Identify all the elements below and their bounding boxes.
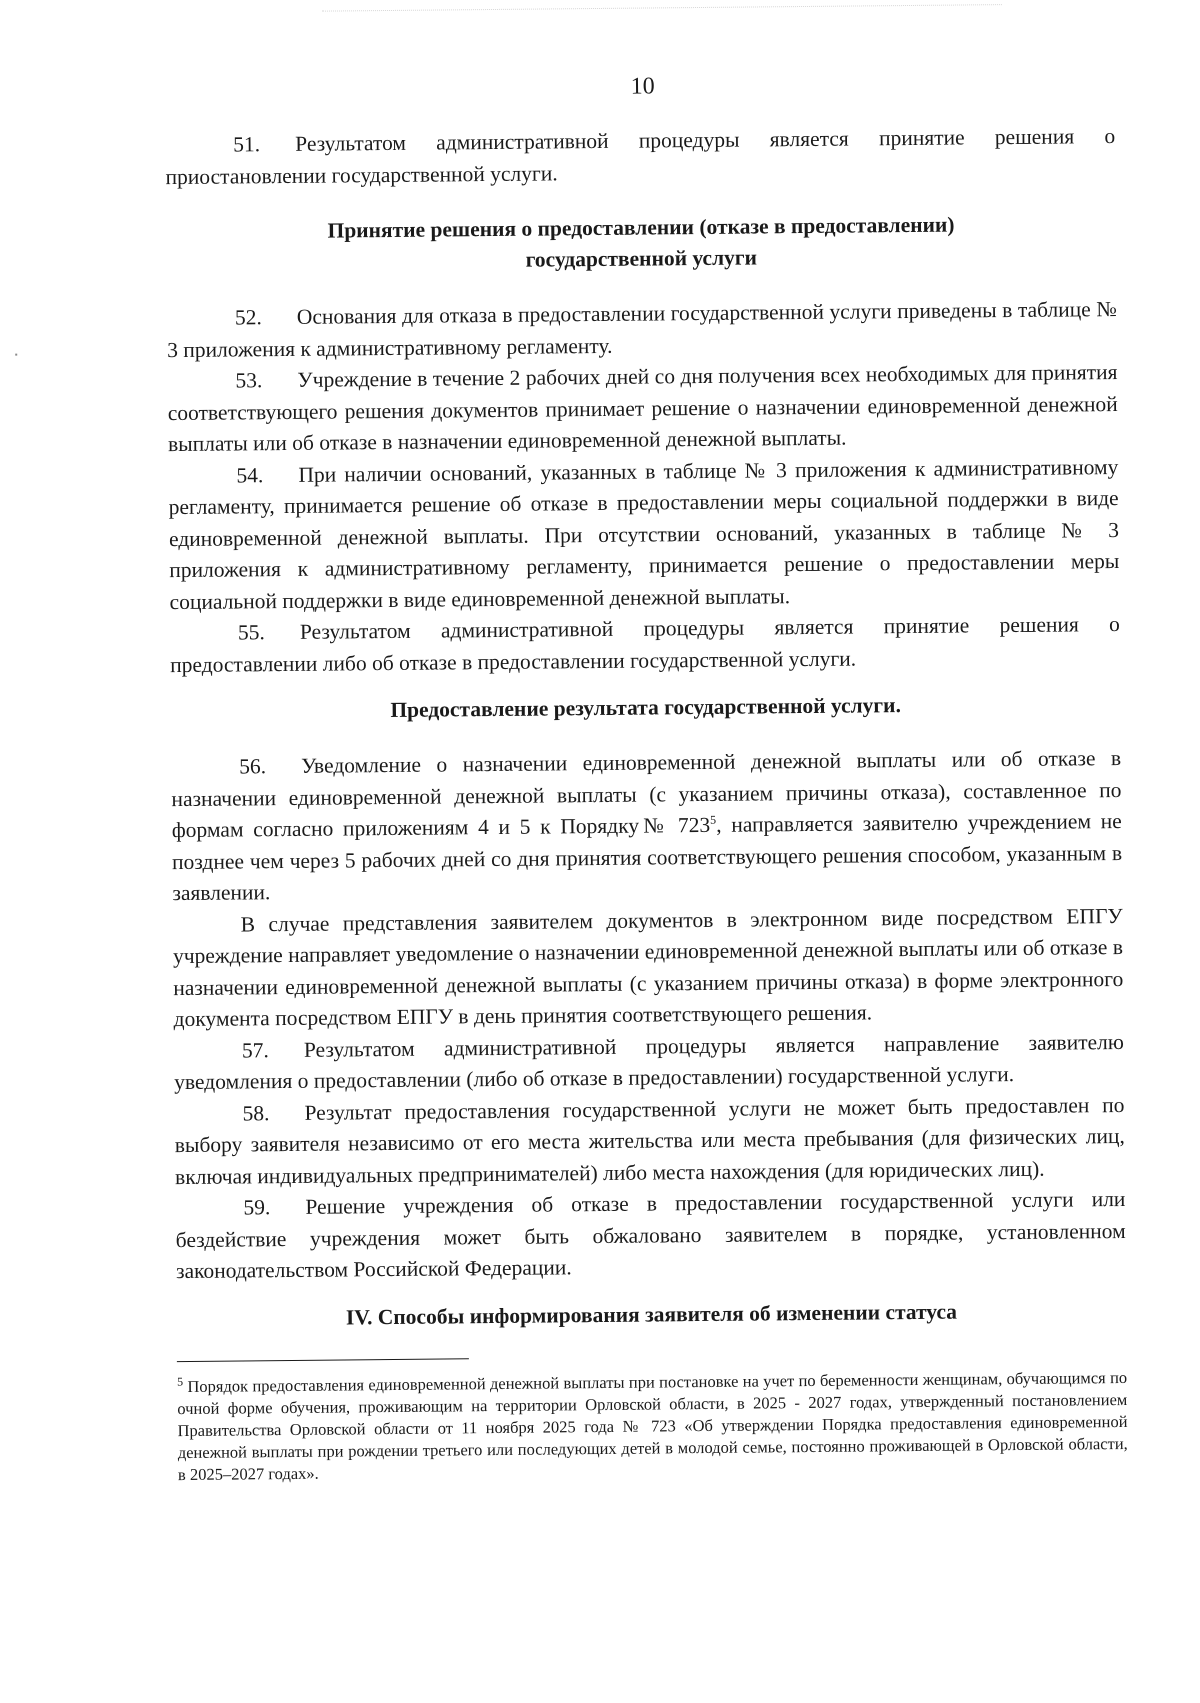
paragraph-epgu: В случае представления заявителем документов в электронном виде посредством ЕПГУ учреждение направляет уведомление о назначении единовременной денежной выплаты или об отказе в назначении единовременной денежной выплаты (с указанием причины отказа) в форме электронного документа посредством ЕПГУ в день принятия соответствующего решения. — [172, 903, 1124, 1032]
footnote-text: Порядок предоставления единовременной денежной выплаты при постановке на учет по беременности женщинам, обучающимся по очной форме обучения, проживающим на территории Орловской области, в 2025 - 2027 годах, утвержденный постановлением Правительства Орловской области от 11 ноября 2025 года № 723 «Об утверждении Порядка предоставления единовременной денежной выплаты при рождении третьего или последующих детей в молодой семье, постоянно проживающей в Орловской области, в 2025–2027 годах». — [177, 1367, 1128, 1484]
paragraph-number: 57. — [241, 1037, 269, 1062]
paragraph-text: Решение учреждения об отказе в предоставлении государственной услуги или бездействие учреждения может быть обжаловано заявителем в порядке, установленном законодательством Российской Федерации. — [175, 1186, 1126, 1284]
paragraph-text: При наличии оснований, указанных в таблице № 3 приложения к административному регламенту, принимается решение об отказе в предоставлении меры социальной поддержки в виде единовременной денежной выплаты. При отсутствии оснований, указанных в таблице № 3 приложения к административному регламенту, принимается решение о предоставлении меры социальной поддержки в виде единовременной денежной выплаты. — [168, 454, 1120, 614]
footnote-mark: 5 — [177, 1374, 184, 1389]
paragraph-text: , направляется заявителю учреждением не позднее чем через 5 рабочих дней со дня принятия соответствующего решения способом, указанным в заявлении. — [171, 808, 1123, 906]
section-heading-iv: IV. Способы информирования заявителя об изменении статуса — [345, 1299, 958, 1329]
paragraph-number: 53. — [235, 368, 263, 393]
paragraph-number: 52. — [234, 305, 262, 330]
paragraph-text: Результатом административной процедуры является принятие решения о приостановлении государственной услуги. — [165, 124, 1116, 189]
section-heading-result: Предоставление результата государственной услуги. — [390, 693, 902, 723]
paragraph-57 — [174, 1026, 1125, 1098]
paragraph-55 — [170, 609, 1121, 681]
paragraph-number: 51. — [233, 132, 261, 157]
heading-line: Принятие решения о предоставлении (отказе в предоставлении) — [327, 212, 955, 243]
footnote — [177, 1366, 1128, 1485]
page-number: 10 — [630, 73, 655, 100]
paragraph-number: 55. — [237, 620, 265, 645]
paragraph-51 — [165, 121, 1116, 193]
paragraph-text: Результатом административной процедуры является направление заявителю уведомления о предоставлении (либо об отказе в предоставлении) государственной услуги. — [174, 1029, 1124, 1095]
scan-artifact — [322, 4, 1002, 18]
paragraph-54 — [168, 452, 1119, 619]
paragraph-52 — [167, 294, 1118, 366]
paragraph-text: Учреждение в течение 2 рабочих дней со дня получения всех необходимых для принятия соответствующего решения документов принимает решение о назначении единовременной денежной выплаты или об отказе в назначении единовременной денежной выплаты. — [167, 360, 1118, 457]
section-heading-decision — [166, 208, 1117, 279]
paragraph-53 — [167, 357, 1118, 461]
paragraph-58 — [174, 1089, 1125, 1193]
paragraph-text: Уведомление о назначении единовременной денежной выплаты или об отказе в назначении единовременной денежной выплаты (с указанием причины отказа), составленное по формам согласно приложениям 4 и 5 к Порядку№ 723 — [171, 745, 1122, 843]
paragraph-number: 58. — [242, 1100, 270, 1125]
footnote-reference[interactable]: 5 — [710, 812, 717, 827]
paragraph-number: 59. — [243, 1195, 271, 1220]
heading-line: государственной услуги — [525, 245, 758, 272]
paragraph-text: Результатом административной процедуры является принятие решения о предоставлении либо об отказе в предоставлении государственной услуги. — [170, 612, 1120, 677]
paragraph-text: Результат предоставления государственной услуги не может быть предоставлен по выбору заявителя независимо от его места жительства или места пребывания (для физических лиц, включая индивидуальных предпринимателей) либо места нахождения (для юридических лиц). — [174, 1092, 1125, 1189]
paragraph-59 — [175, 1184, 1126, 1288]
footnote-separator — [177, 1358, 469, 1362]
paragraph-number: 54. — [236, 462, 264, 487]
paragraph-56 — [171, 743, 1122, 910]
scan-artifact-dot — [15, 354, 17, 356]
paragraph-number: 56. — [239, 754, 267, 779]
document-body — [165, 121, 1128, 1486]
paragraph-text: Основания для отказа в предоставлении государственной услуги приведены в таблице № 3 приложения к административному регламенту. — [167, 297, 1117, 362]
